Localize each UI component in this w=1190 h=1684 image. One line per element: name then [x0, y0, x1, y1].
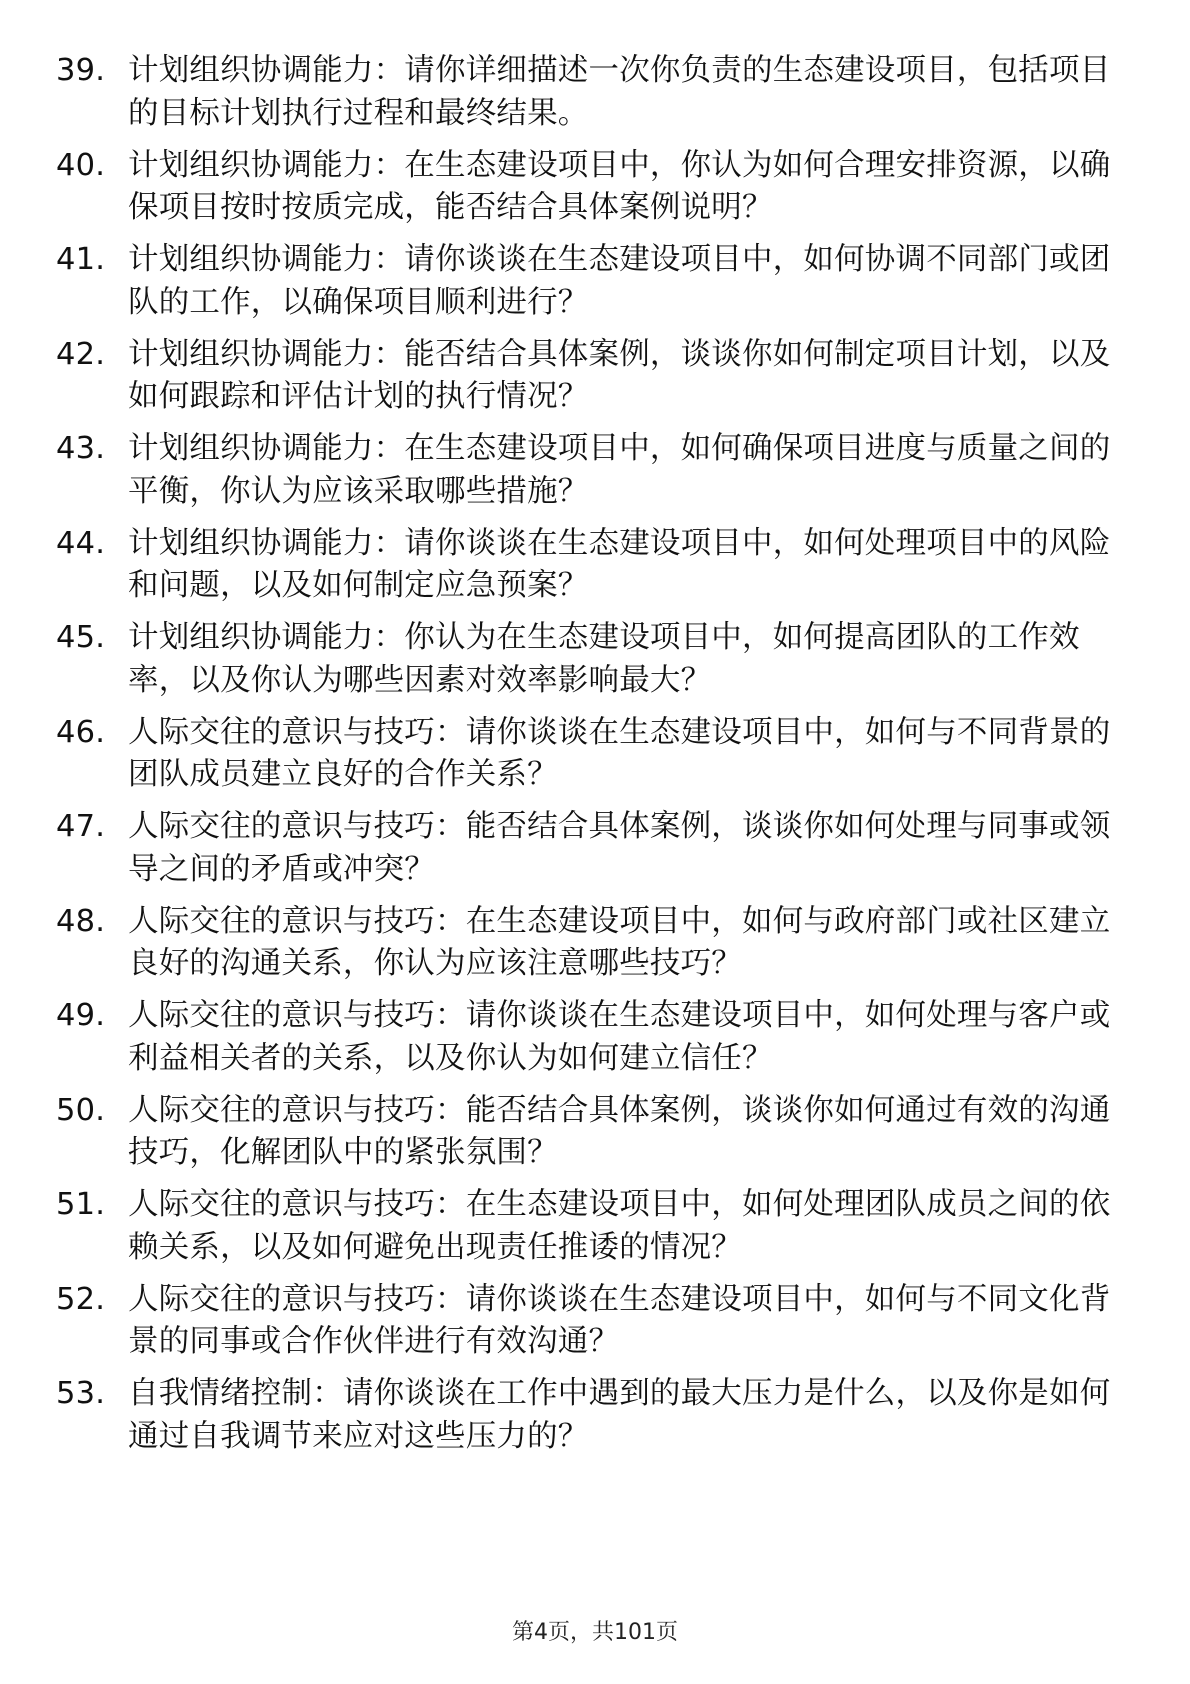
question-list	[56, 50, 1136, 1468]
question-item	[56, 50, 1136, 135]
question-number: 52.	[56, 1281, 106, 1317]
question-item	[56, 806, 1136, 891]
question-text: 计划组织协调能力：在生态建设项目中，如何确保项目进度与质量之间的平衡，你认为应该采取哪些措施？	[128, 431, 1111, 509]
question-text: 人际交往的意识与技巧：能否结合具体案例，谈谈你如何通过有效的沟通技巧，化解团队中的紧张氛围？	[128, 1092, 1111, 1170]
question-text: 人际交往的意识与技巧：在生态建设项目中，如何与政府部门或社区建立良好的沟通关系，你认为应该注意哪些技巧？	[128, 903, 1111, 981]
question-text: 人际交往的意识与技巧：能否结合具体案例，谈谈你如何处理与同事或领导之间的矛盾或冲突？	[128, 809, 1111, 887]
question-item	[56, 995, 1136, 1080]
question-text: 计划组织协调能力：能否结合具体案例，谈谈你如何制定项目计划，以及如何跟踪和评估计划的执行情况？	[128, 336, 1111, 414]
page-indicator: 第4页，共101页	[512, 1620, 678, 1645]
question-item	[56, 1373, 1136, 1458]
question-number: 41.	[56, 242, 106, 277]
question-text: 人际交往的意识与技巧：在生态建设项目中，如何处理团队成员之间的依赖关系，以及如何避免出现责任推诿的情况？	[128, 1187, 1111, 1265]
question-text: 计划组织协调能力：请你谈谈在生态建设项目中，如何协调不同部门或团队的工作，以确保项目顺利进行？	[128, 242, 1111, 320]
question-item	[56, 1090, 1136, 1175]
question-number: 47.	[56, 809, 106, 844]
question-item	[56, 145, 1136, 230]
question-number: 39.	[56, 53, 106, 88]
question-number: 49.	[56, 998, 106, 1033]
question-number: 53.	[56, 1376, 106, 1411]
question-number: 44.	[56, 525, 106, 561]
question-item	[56, 712, 1136, 797]
question-item	[56, 239, 1136, 324]
question-item	[56, 901, 1136, 986]
question-item	[56, 523, 1136, 608]
question-number: 40.	[56, 147, 106, 183]
question-item	[56, 428, 1136, 513]
question-number: 48.	[56, 903, 106, 939]
question-number: 42.	[56, 336, 106, 372]
question-number: 45.	[56, 620, 106, 655]
question-text: 自我情绪控制：请你谈谈在工作中遇到的最大压力是什么，以及你是如何通过自我调节来应对这些压力的？	[128, 1376, 1111, 1454]
question-item	[56, 334, 1136, 419]
question-number: 43.	[56, 431, 106, 466]
question-item	[56, 617, 1136, 702]
question-number: 46.	[56, 714, 106, 750]
question-text: 计划组织协调能力：请你详细描述一次你负责的生态建设项目，包括项目的目标计划执行过程和最终结果。	[128, 53, 1111, 131]
question-number: 51.	[56, 1187, 106, 1222]
question-text: 计划组织协调能力：在生态建设项目中，你认为如何合理安排资源，以确保项目按时按质完成，能否结合具体案例说明？	[128, 147, 1111, 225]
question-text: 计划组织协调能力：请你谈谈在生态建设项目中，如何处理项目中的风险和问题，以及如何制定应急预案？	[128, 525, 1111, 603]
question-number: 50.	[56, 1092, 106, 1128]
question-text: 人际交往的意识与技巧：请你谈谈在生态建设项目中，如何处理与客户或利益相关者的关系，以及你认为如何建立信任？	[128, 998, 1111, 1076]
question-text: 计划组织协调能力：你认为在生态建设项目中，如何提高团队的工作效率，以及你认为哪些因素对效率影响最大？	[128, 620, 1080, 698]
question-item	[56, 1279, 1136, 1364]
question-item	[56, 1184, 1136, 1269]
question-text: 人际交往的意识与技巧：请你谈谈在生态建设项目中，如何与不同背景的团队成员建立良好的合作关系？	[128, 714, 1111, 792]
question-text: 人际交往的意识与技巧：请你谈谈在生态建设项目中，如何与不同文化背景的同事或合作伙伴进行有效沟通？	[128, 1281, 1111, 1359]
